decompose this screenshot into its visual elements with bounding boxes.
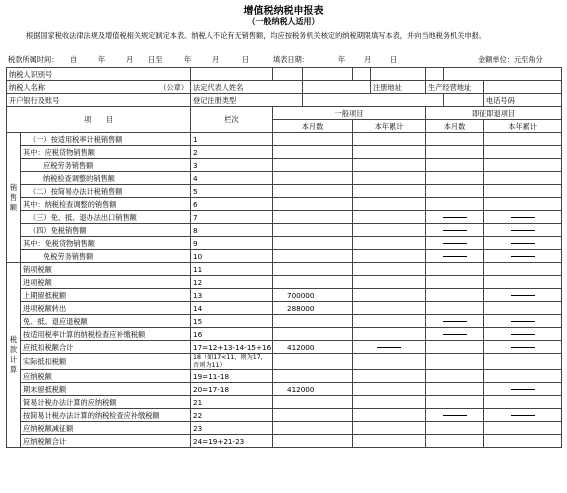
row-label: 纳税检查调整的销售额 (21, 172, 191, 185)
immediate-year-cell (484, 211, 562, 224)
immediate-month-cell[interactable] (426, 133, 484, 146)
row-label: 进项税额 (21, 276, 191, 289)
immediate-year-cell[interactable] (484, 370, 562, 383)
business-address-field[interactable] (484, 81, 562, 94)
row-label: （四）免税销售额 (21, 224, 191, 237)
general-month-cell[interactable] (273, 409, 353, 422)
immediate-year-cell[interactable] (484, 354, 562, 370)
period-label: 税款所属时间： (8, 55, 59, 64)
immediate-month-cell[interactable] (426, 370, 484, 383)
general-month-cell[interactable] (273, 263, 353, 276)
row-group-char: 税 (9, 335, 18, 344)
general-month-cell[interactable] (273, 159, 353, 172)
row-line: 11 (191, 263, 273, 276)
row-group-label (7, 133, 21, 263)
immediate-month-cell (426, 224, 484, 237)
table-row (7, 185, 562, 198)
fill-date-year: 年 (338, 55, 346, 64)
table-row (7, 422, 562, 435)
period-from: 自 (70, 55, 78, 64)
row-label: 应抵扣税额合计 (21, 341, 191, 354)
general-month-cell[interactable] (273, 370, 353, 383)
row-label: 期末留抵税额 (21, 383, 191, 396)
row-label: 实际抵扣税额 (21, 354, 191, 370)
immediate-month-cell[interactable] (426, 422, 484, 435)
immediate-month-cell[interactable] (426, 289, 484, 302)
row-label: 上期留抵税额 (21, 289, 191, 302)
row-label: 免税劳务销售额 (21, 250, 191, 263)
col-line-header: 栏次 (191, 107, 273, 133)
taxpayer-id-cell[interactable] (303, 68, 353, 81)
general-year-cell[interactable] (353, 133, 426, 146)
row-label: 应税劳务销售额 (21, 159, 191, 172)
reg-type-field[interactable] (303, 94, 444, 107)
amount-unit: 金额单位：元至角分 (478, 55, 543, 64)
reg-type-label: 登记注册类型 (191, 94, 303, 107)
general-month-cell[interactable] (273, 250, 353, 263)
row-label: （一）按适用税率计税销售额 (21, 133, 191, 146)
fill-date-month: 月 (364, 55, 372, 64)
not-applicable-dash (511, 334, 535, 335)
table-row (7, 263, 562, 276)
table-row (7, 383, 562, 396)
immediate-year-cell[interactable] (484, 146, 562, 159)
row-line: 9 (191, 237, 273, 250)
general-year-cell[interactable] (353, 328, 426, 341)
general-year-cell[interactable] (353, 289, 426, 302)
not-applicable-dash (443, 243, 467, 244)
not-applicable-dash (511, 321, 535, 322)
not-applicable-dash (443, 217, 467, 218)
general-month-cell[interactable] (273, 146, 353, 159)
immediate-year-cell[interactable] (484, 159, 562, 172)
row-line: 6 (191, 198, 273, 211)
general-year-cell[interactable] (353, 354, 426, 370)
not-applicable-dash (443, 415, 467, 416)
table-row (7, 224, 562, 237)
immediate-month-cell[interactable] (426, 354, 484, 370)
immediate-year-cell (484, 328, 562, 341)
row-label: 简易计税办法计算的应纳税额 (21, 396, 191, 409)
general-year-cell[interactable] (353, 422, 426, 435)
seal-label: （公章） (159, 82, 189, 92)
general-year-cell[interactable] (353, 185, 426, 198)
general-month-cell[interactable]: 412000 (273, 341, 353, 354)
immediate-year-cell (484, 289, 562, 302)
general-month-cell[interactable] (273, 315, 353, 328)
immediate-month-cell (426, 409, 484, 422)
general-month-cell[interactable] (273, 185, 353, 198)
table-row (7, 302, 562, 315)
form-title: 增值税纳税申报表 (243, 6, 324, 17)
immediate-year-cell[interactable] (484, 172, 562, 185)
general-year-cell (353, 341, 426, 354)
immediate-month-cell[interactable] (426, 302, 484, 315)
immediate-month-cell[interactable] (426, 172, 484, 185)
not-applicable-dash (511, 256, 535, 257)
immediate-month-cell[interactable] (426, 276, 484, 289)
table-row (7, 146, 562, 159)
col-general-header: 一般项目 (273, 107, 426, 120)
immediate-year-cell (484, 409, 562, 422)
immediate-month-cell[interactable] (426, 185, 484, 198)
table-row (7, 159, 562, 172)
table-row (7, 211, 562, 224)
row-line: 4 (191, 172, 273, 185)
general-month-cell[interactable] (273, 328, 353, 341)
not-applicable-dash (511, 243, 535, 244)
general-year-cell[interactable] (353, 237, 426, 250)
immediate-year-cell (484, 315, 562, 328)
general-year-cell[interactable] (353, 172, 426, 185)
general-month-cell[interactable] (273, 396, 353, 409)
table-row (7, 276, 562, 289)
row-label: 按适用税率计算的纳税检查应补缴税额 (21, 328, 191, 341)
bank-label: 开户银行及账号 (7, 94, 191, 107)
period-to-year: 年 (184, 55, 192, 64)
row-line: 20=17-18 (191, 383, 273, 396)
table-row (7, 289, 562, 302)
general-month-cell[interactable] (273, 422, 353, 435)
general-month-cell[interactable] (273, 354, 353, 370)
immediate-month-cell (426, 250, 484, 263)
col-immediate-year: 本年累计 (484, 120, 562, 133)
row-label: （三）免、抵、退办法出口销售额 (21, 211, 191, 224)
general-year-cell[interactable] (353, 396, 426, 409)
row-label: （二）按简易办法计税销售额 (21, 185, 191, 198)
general-month-cell[interactable] (273, 276, 353, 289)
col-immediate-header: 即征即退项目 (426, 107, 562, 120)
general-month-cell[interactable] (273, 211, 353, 224)
immediate-year-cell (484, 237, 562, 250)
taxpayer-id-cell[interactable] (273, 68, 303, 81)
table-row (7, 198, 562, 211)
immediate-year-cell[interactable] (484, 185, 562, 198)
general-year-cell[interactable] (353, 263, 426, 276)
not-applicable-dash (511, 415, 535, 416)
immediate-month-cell[interactable] (426, 396, 484, 409)
not-applicable-dash (443, 334, 467, 335)
row-line: 10 (191, 250, 273, 263)
table-row (7, 396, 562, 409)
general-month-cell[interactable] (273, 198, 353, 211)
form-intro: 根据国家税收法律法规及增值税相关规定制定本表。纳税人不论有无销售额，均应按税务机关核定的纳税期限填写本表，并向当地税务机关申报。 (26, 31, 487, 40)
immediate-year-cell (484, 341, 562, 354)
return-table (6, 67, 562, 448)
not-applicable-dash (511, 230, 535, 231)
row-line: 1 (191, 133, 273, 146)
row-group-label (7, 263, 21, 448)
table-row (7, 328, 562, 341)
immediate-month-cell[interactable] (426, 159, 484, 172)
row-label: 其中：免税货物销售额 (21, 237, 191, 250)
row-line: 12 (191, 276, 273, 289)
not-applicable-dash (443, 230, 467, 231)
general-month-cell[interactable] (273, 237, 353, 250)
row-group-char: 款 (9, 345, 18, 354)
row-line: 17=12+13-14-15+16 (191, 341, 273, 354)
general-year-cell[interactable] (353, 315, 426, 328)
general-year-cell[interactable] (353, 370, 426, 383)
general-year-cell[interactable] (353, 435, 426, 448)
taxpayer-name-label: 纳税人名称 (9, 82, 45, 92)
general-year-cell[interactable] (353, 276, 426, 289)
period-to-month: 月 (212, 55, 220, 64)
row-label: 应纳税额 (21, 370, 191, 383)
phone-label: 电话号码 (484, 94, 562, 107)
period-line (8, 55, 560, 66)
immediate-month-cell[interactable] (426, 341, 484, 354)
row-line: 16 (191, 328, 273, 341)
not-applicable-dash (443, 321, 467, 322)
row-group-char: 算 (9, 365, 18, 374)
col-immediate-month: 本月数 (426, 120, 484, 133)
immediate-year-cell[interactable] (484, 263, 562, 276)
not-applicable-dash (511, 347, 535, 348)
table-row (7, 409, 562, 422)
general-month-cell[interactable] (273, 435, 353, 448)
row-line: 15 (191, 315, 273, 328)
taxpayer-id-cell[interactable] (353, 68, 371, 81)
general-month-cell[interactable]: 288000 (273, 302, 353, 315)
row-line: 3 (191, 159, 273, 172)
row-label: 免、抵、退应退税额 (21, 315, 191, 328)
row-line: 19=11-18 (191, 370, 273, 383)
period-to-day: 日 (242, 55, 250, 64)
immediate-year-cell (484, 224, 562, 237)
row-line: 18（如17<11，则为17，否则为11） (191, 354, 273, 370)
not-applicable-dash (511, 295, 535, 296)
col-general-year: 本年累计 (353, 120, 426, 133)
col-general-month: 本月数 (273, 120, 353, 133)
row-label: 应纳税额减征额 (21, 422, 191, 435)
row-label: 进项税额转出 (21, 302, 191, 315)
immediate-year-cell (484, 383, 562, 396)
row-group-char: 额 (9, 202, 18, 212)
row-label: 销项税额 (21, 263, 191, 276)
table-row (7, 435, 562, 448)
row-line: 5 (191, 185, 273, 198)
form-subtitle: （一般纳税人适用） (247, 17, 320, 26)
immediate-month-cell (426, 315, 484, 328)
fill-date-label: 填表日期： (273, 55, 309, 64)
period-from-year: 年 (98, 55, 106, 64)
immediate-year-cell[interactable] (484, 422, 562, 435)
immediate-month-cell[interactable] (426, 263, 484, 276)
immediate-month-cell (426, 328, 484, 341)
row-line: 8 (191, 224, 273, 237)
general-year-cell[interactable] (353, 302, 426, 315)
row-line: 21 (191, 396, 273, 409)
not-applicable-dash (377, 347, 401, 348)
immediate-year-cell[interactable] (484, 133, 562, 146)
general-month-cell[interactable]: 412000 (273, 383, 353, 396)
row-line: 13 (191, 289, 273, 302)
immediate-year-cell[interactable] (484, 435, 562, 448)
immediate-month-cell[interactable] (426, 435, 484, 448)
immediate-month-cell (426, 237, 484, 250)
legal-rep-label: 法定代表人姓名 (191, 81, 303, 94)
general-year-cell[interactable] (353, 383, 426, 396)
table-row (7, 172, 562, 185)
row-group-char: 计 (9, 355, 18, 364)
row-label: 其中：纳税检查调整的销售额 (21, 198, 191, 211)
row-label: 应纳税额合计 (21, 435, 191, 448)
not-applicable-dash (511, 389, 535, 390)
col-item-header: 项 目 (7, 107, 191, 133)
general-month-cell[interactable] (273, 224, 353, 237)
period-from-month: 月 (126, 55, 134, 64)
row-line: 7 (191, 211, 273, 224)
row-group-char: 售 (9, 192, 18, 202)
phone-field[interactable] (444, 94, 484, 107)
table-row (7, 341, 562, 354)
general-year-cell[interactable] (353, 211, 426, 224)
fill-date-day: 日 (390, 55, 398, 64)
immediate-month-cell[interactable] (426, 146, 484, 159)
row-line: 22 (191, 409, 273, 422)
business-address-label: 生产经营地址 (426, 81, 484, 94)
legal-rep-field[interactable] (303, 81, 371, 94)
reg-address-label: 注册地址 (371, 81, 426, 94)
immediate-month-cell[interactable] (426, 198, 484, 211)
general-year-cell[interactable] (353, 250, 426, 263)
general-year-cell[interactable] (353, 146, 426, 159)
immediate-month-cell[interactable] (426, 383, 484, 396)
taxpayer-id-cell[interactable] (426, 68, 444, 81)
general-year-cell[interactable] (353, 409, 426, 422)
blank-cell (444, 68, 562, 81)
immediate-year-cell[interactable] (484, 396, 562, 409)
table-row (7, 315, 562, 328)
row-label: 按简易计税办法计算的纳税检查应补缴税额 (21, 409, 191, 422)
immediate-year-cell (484, 250, 562, 263)
period-to: 日至 (148, 55, 163, 64)
immediate-year-cell[interactable] (484, 302, 562, 315)
taxpayer-name-field[interactable] (7, 81, 191, 94)
row-line: 24=19+21-23 (191, 435, 273, 448)
general-month-cell[interactable] (273, 172, 353, 185)
taxpayer-id-label: 纳税人识别号 (7, 68, 191, 81)
table-row (7, 133, 562, 146)
table-row (7, 250, 562, 263)
not-applicable-dash (511, 217, 535, 218)
general-year-cell[interactable] (353, 198, 426, 211)
general-year-cell[interactable] (353, 224, 426, 237)
immediate-year-cell[interactable] (484, 198, 562, 211)
immediate-month-cell (426, 211, 484, 224)
general-year-cell[interactable] (353, 159, 426, 172)
row-line: 2 (191, 146, 273, 159)
immediate-year-cell[interactable] (484, 276, 562, 289)
general-month-cell[interactable] (273, 133, 353, 146)
table-row (7, 237, 562, 250)
row-label: 其中：应税货物销售额 (21, 146, 191, 159)
table-row (7, 354, 562, 370)
not-applicable-dash (443, 256, 467, 257)
taxpayer-id-cell[interactable] (371, 68, 426, 81)
general-month-cell[interactable]: 700000 (273, 289, 353, 302)
taxpayer-id-cell[interactable] (191, 68, 273, 81)
row-line: 23 (191, 422, 273, 435)
row-line: 14 (191, 302, 273, 315)
table-row (7, 370, 562, 383)
row-group-char: 销 (9, 182, 18, 192)
